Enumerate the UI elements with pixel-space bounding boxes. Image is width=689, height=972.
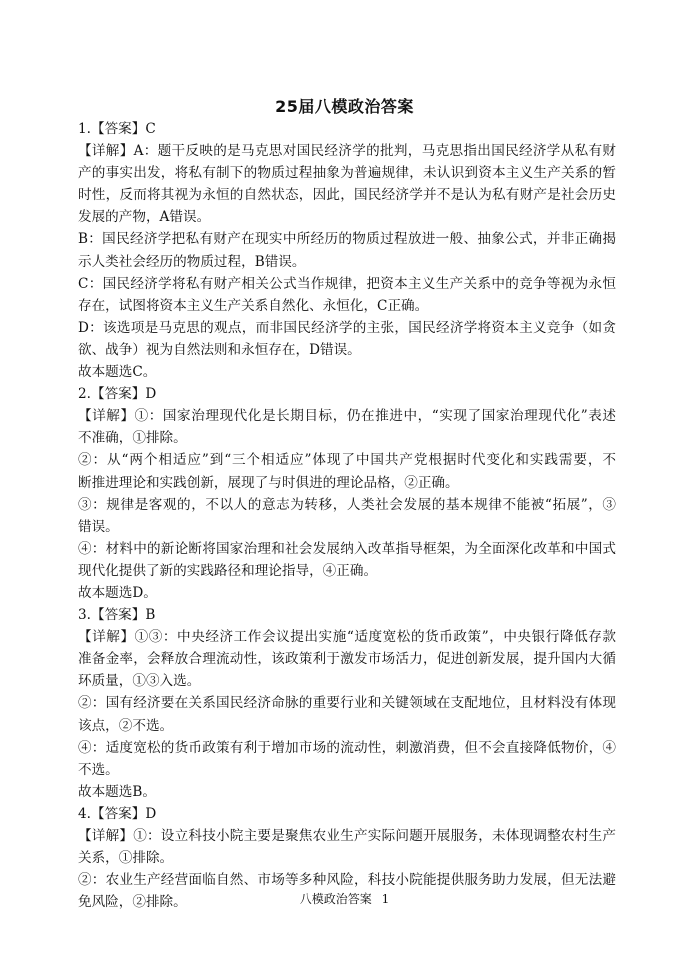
- text-line: 故本题选B。: [78, 783, 156, 800]
- text-line: 存在，试图将资本主义生产关系自然化、永恒化，C正确。: [78, 297, 429, 314]
- text-line: ②：从“两个相适应”到“三个相适应”体现了中国共产党根据时代变化和实践需要，不: [78, 452, 616, 469]
- text-line: 关系，①排除。: [78, 850, 174, 867]
- text-line: 故本题选C。: [78, 364, 157, 381]
- text-line: 【详解】①：设立科技小院主要是聚焦农业生产实际问题开展服务，未体现调整农村生产: [78, 828, 616, 844]
- text-line: 欲、战争）视为自然法则和永恒存在，D错误。: [78, 341, 361, 358]
- text-line: 断推进理论和实践创新，展现了与时俱进的理论品格，②正确。: [78, 474, 459, 491]
- text-line: 3.【答案】B: [78, 607, 156, 624]
- text-line: 4.【答案】D: [78, 805, 157, 822]
- text-line: ②：农业生产经营面临自然、市场等多种风险，科技小院能提供服务助力发展，但无法避: [78, 872, 616, 889]
- text-line: 不选。: [78, 761, 119, 778]
- text-line: 发展的产物，A错误。: [78, 209, 211, 226]
- text-line: ②：国有经济要在关系国民经济命脉的重要行业和关键领域在支配地位，且材料没有体现: [78, 695, 616, 712]
- text-line: B：国民经济学把私有财产在现实中所经历的物质过程放进一般、抽象公式，并非正确揭: [78, 231, 616, 248]
- text-line: D：该选项是马克思的观点，而非国民经济学的主张，国民经济学将资本主义竞争（如贪: [78, 319, 616, 336]
- text-line: 该点，②不选。: [78, 717, 174, 734]
- text-line: 错误。: [78, 518, 119, 535]
- text-line: ④：材料中的新论断将国家治理和社会发展纳入改革指导框架，为全面深化改革和中国式: [78, 540, 616, 557]
- text-line: 免风险，②排除。: [78, 894, 187, 911]
- text-line: 【详解】①③：中央经济工作会议提出实施“适度宽松的货币政策”，中央银行降低存款: [78, 629, 616, 646]
- text-line: ④：适度宽松的货币政策有利于增加市场的流动性，刺激消费，但不会直接降低物价，④: [78, 739, 616, 756]
- text-line: 现代化提供了新的实践路径和理论指导，④正确。: [78, 562, 378, 579]
- document-title: 25届八模政治答案: [275, 97, 414, 116]
- text-line: 时性，反而将其视为永恒的自然状态，因此，国民经济学并不是认为私有财产是社会历史: [78, 187, 616, 204]
- text-line: 故本题选D。: [78, 584, 157, 601]
- document-body: [78, 118, 616, 913]
- text-line: 示人类社会经历的物质过程，B错误。: [78, 253, 306, 270]
- text-line: 准备金率，会释放合理流动性，该政策利于激发市场活力，促进创新发展，提升国内大循: [78, 651, 616, 668]
- text-line: ③：规律是客观的，不以人的意志为转移，人类社会发展的基本规律不能被“拓展”，③: [78, 496, 616, 513]
- text-line: 2.【答案】D: [78, 386, 157, 403]
- page-footer: 八模政治答案 1: [299, 892, 390, 906]
- text-line: 产的事实出发，将私有制下的物质过程抽象为普遍规律，未认识到资本主义生产关系的暂: [78, 165, 616, 182]
- text-line: 环质量，①③入选。: [78, 673, 201, 690]
- text-line: 不准确，①排除。: [78, 430, 187, 447]
- text-line: C：国民经济学将私有财产相关公式当作规律，把资本主义生产关系中的竞争等视为永恒: [78, 275, 616, 292]
- text-line: 【详解】①：国家治理现代化是长期目标，仍在推进中，“实现了国家治理现代化”表述: [78, 408, 616, 425]
- text-line: 1.【答案】C: [78, 121, 156, 137]
- text-line: 【详解】A：题干反映的是马克思对国民经济学的批判，马克思指出国民经济学从私有财: [78, 143, 616, 160]
